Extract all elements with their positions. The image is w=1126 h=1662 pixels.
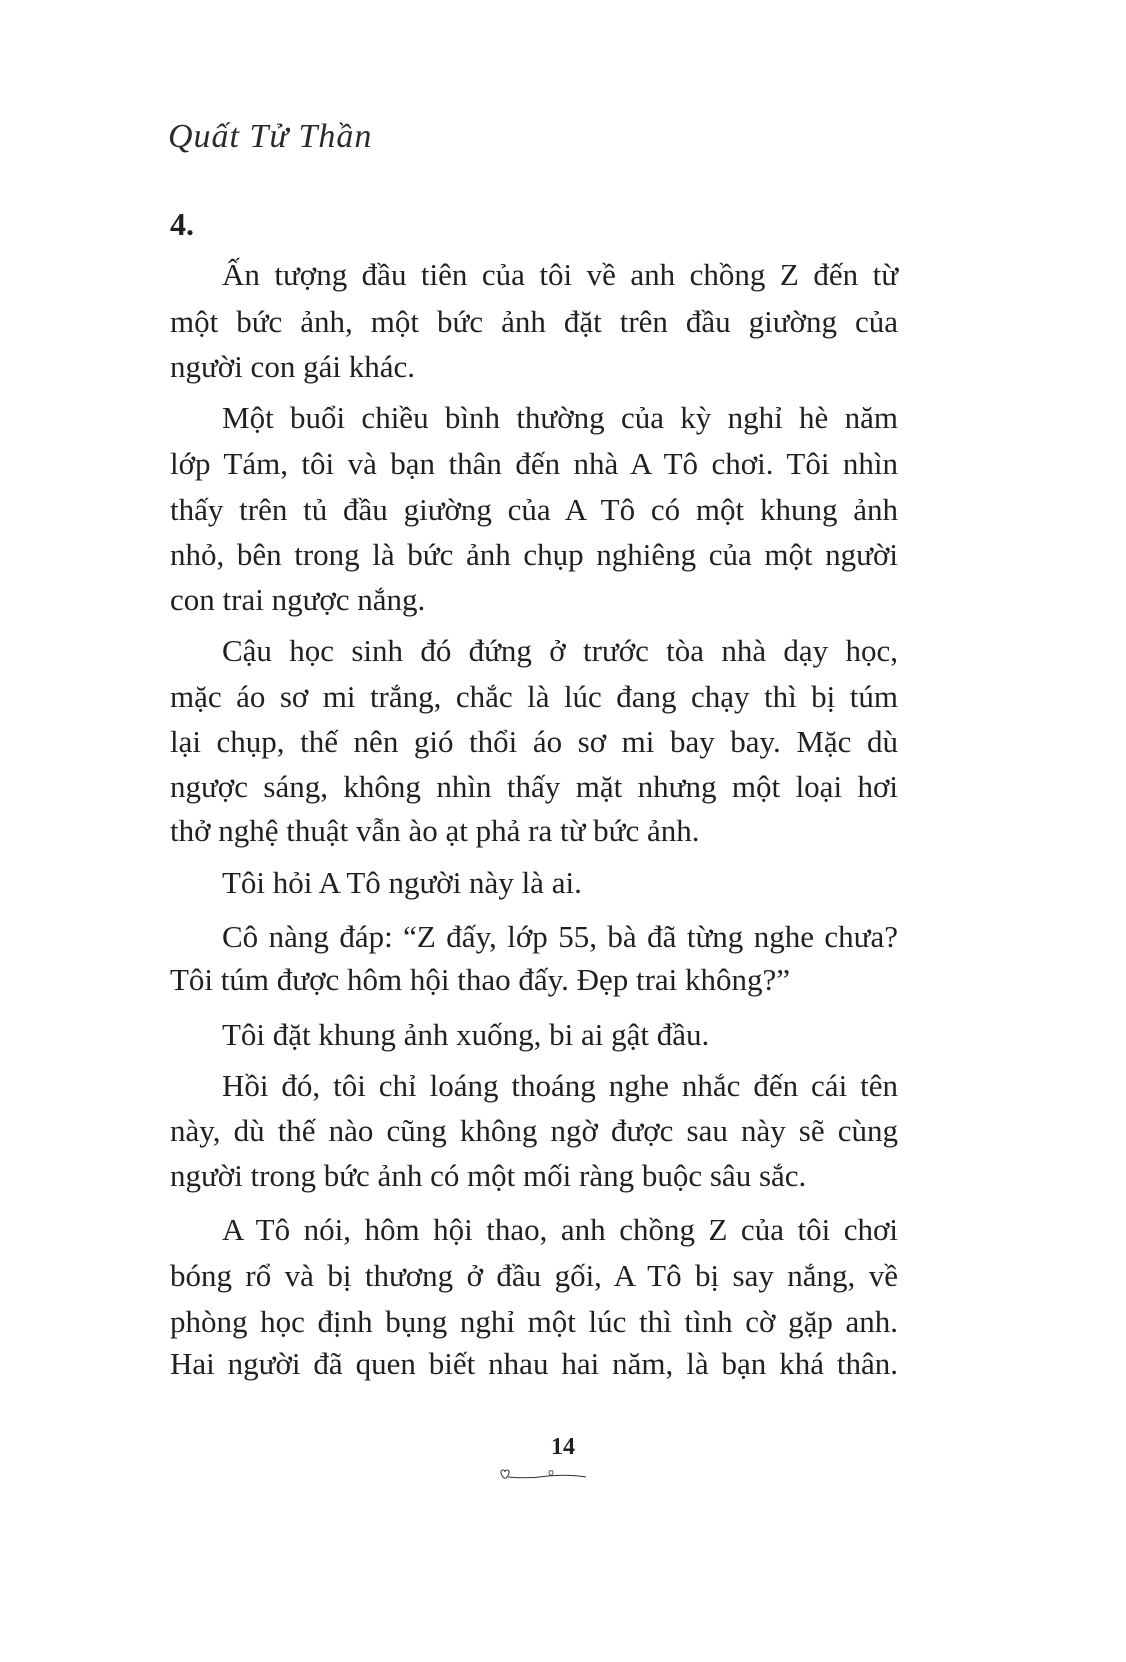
text-line: một bức ảnh, một bức ảnh đặt trên đầu giường của <box>170 304 898 339</box>
text-line: Ấn tượng đầu tiên của tôi về anh chồng Z đến từ <box>222 257 898 292</box>
text-line: Tôi hỏi A Tô người này là ai. <box>222 865 582 900</box>
chapter-number: 4. <box>170 206 194 242</box>
page-number: 14 <box>551 1434 575 1460</box>
text-line: Tôi đặt khung ảnh xuống, bi ai gật đầu. <box>222 1017 710 1052</box>
text-line: người trong bức ảnh có một mối ràng buộc sâu sắc. <box>170 1158 807 1193</box>
text-line: ngược sáng, không nhìn thấy mặt nhưng một loại hơi <box>170 769 898 804</box>
text-line: Cậu học sinh đó đứng ở trước tòa nhà dạy học, <box>222 633 898 668</box>
text-line: Một buổi chiều bình thường của kỳ nghỉ hè năm <box>222 400 898 435</box>
text-line: thấy trên tủ đầu giường của A Tô có một khung ảnh <box>170 492 898 527</box>
text-line: lớp Tám, tôi và bạn thân đến nhà A Tô chơi. Tôi nhìn <box>170 446 898 481</box>
text-line: con trai ngược nắng. <box>170 582 426 617</box>
text-line: thở nghệ thuật vẫn ào ạt phả ra từ bức ảnh. <box>170 813 700 848</box>
text-line: Cô nàng đáp: “Z đấy, lớp 55, bà đã từng nghe chưa? <box>222 919 898 954</box>
text-line: này, dù thế nào cũng không ngờ được sau này sẽ cùng <box>170 1113 898 1148</box>
text-line: mặc áo sơ mi trắng, chắc là lúc đang chạy thì bị túm <box>170 679 898 714</box>
text-line: người con gái khác. <box>170 349 415 384</box>
heart-ornament-icon <box>498 1466 588 1484</box>
text-line: bóng rổ và bị thương ở đầu gối, A Tô bị say nắng, về <box>170 1258 898 1293</box>
text-line: nhỏ, bên trong là bức ảnh chụp nghiêng của một người <box>170 537 898 572</box>
text-line: Hai người đã quen biết nhau hai năm, là bạn khá thân. <box>170 1346 898 1381</box>
text-line: Hồi đó, tôi chỉ loáng thoáng nghe nhắc đến cái tên <box>222 1068 898 1103</box>
text-line: Tôi túm được hôm hội thao đấy. Đẹp trai không?” <box>170 962 791 997</box>
running-header-book-title: Quất Tử Thần <box>168 118 373 155</box>
text-line: A Tô nói, hôm hội thao, anh chồng Z của tôi chơi <box>222 1212 898 1247</box>
text-line: lại chụp, thế nên gió thổi áo sơ mi bay bay. Mặc dù <box>170 724 898 759</box>
text-line: phòng học định bụng nghỉ một lúc thì tình cờ gặp anh. <box>170 1304 898 1339</box>
